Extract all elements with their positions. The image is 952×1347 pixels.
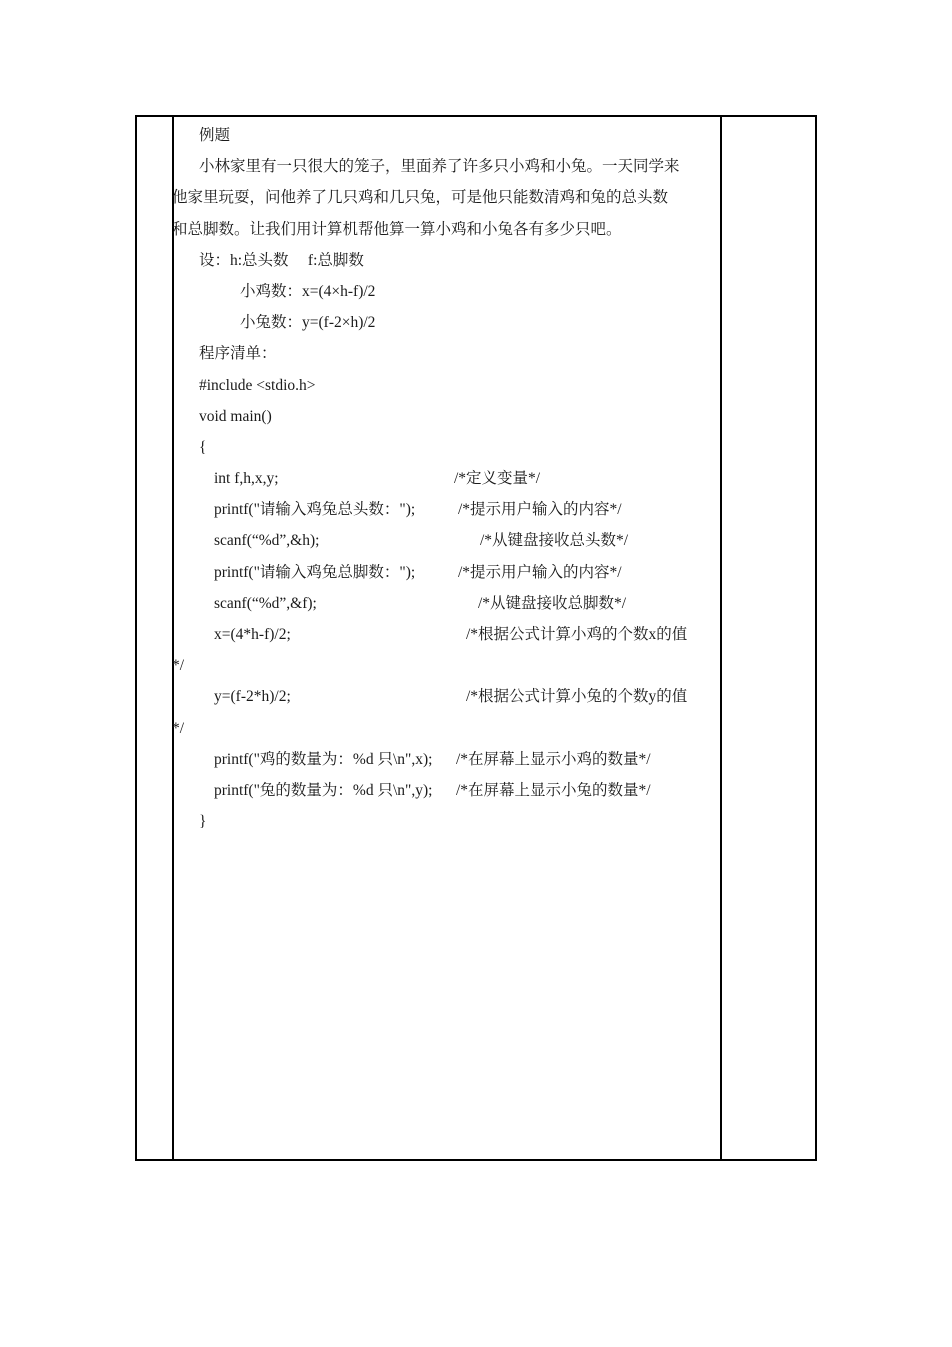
code-statement: scanf(“%d”,&h); — [214, 532, 320, 550]
code-close-brace: } — [199, 813, 207, 831]
formula-chick: 小鸡数：x=(4×h-f)/2 — [240, 282, 376, 300]
code-comment: /*定义变量*/ — [454, 470, 541, 488]
comment-tail: */ — [172, 719, 185, 737]
formula-rabbit: 小兔数：y=(f-2×h)/2 — [240, 314, 376, 332]
code-statement: y=(f-2*h)/2; — [214, 688, 291, 706]
code-comment: /*根据公式计算小兔的个数y的值 — [466, 688, 688, 706]
code-comment-continuation — [172, 650, 717, 681]
code-line — [172, 525, 717, 556]
content-cell — [172, 120, 717, 837]
code-comment: /*提示用户输入的内容*/ — [458, 501, 622, 519]
code-statement: printf("鸡的数量为：%d 只\n",x); — [214, 750, 433, 768]
code-line — [172, 557, 717, 588]
code-comment: /*从键盘接收总脚数*/ — [478, 594, 627, 612]
code-open-brace: { — [199, 438, 207, 456]
right-column-divider — [720, 117, 722, 1159]
code-comment-continuation — [172, 713, 717, 744]
code-comment: /*提示用户输入的内容*/ — [458, 563, 622, 581]
code-statement: x=(4*h-f)/2; — [214, 626, 291, 643]
code-statement: scanf(“%d”,&f); — [214, 594, 317, 612]
code-line — [172, 494, 717, 525]
code-comment: /*从键盘接收总头数*/ — [480, 532, 629, 550]
code-include: #include <stdio.h> — [199, 376, 316, 394]
code-line — [172, 588, 717, 619]
code-statement: int f,h,x,y; — [214, 470, 279, 488]
code-line — [172, 775, 717, 806]
code-line — [172, 463, 717, 494]
code-statement: printf("兔的数量为：%d 只\n",y); — [214, 781, 433, 799]
code-line — [172, 619, 717, 650]
comment-tail: */ — [172, 657, 185, 675]
intro-line-3: 和总脚数。让我们用计算机帮他算一算小鸡和小兔各有多少只吧。 — [172, 220, 622, 238]
code-statement: printf("请输入鸡兔总脚数："); — [214, 563, 416, 581]
intro-line-2: 他家里玩耍，问他养了几只鸡和几只兔，可是他只能数清鸡和兔的总头数 — [172, 189, 669, 207]
code-line — [172, 744, 717, 775]
code-comment: /*根据公式计算小鸡的个数x的值 — [466, 626, 688, 643]
program-label: 程序清单： — [199, 345, 277, 363]
heading: 例题 — [199, 127, 231, 144]
code-comment: /*在屏幕上显示小兔的数量*/ — [456, 781, 651, 799]
intro-line-1: 小林家里有一只很大的笼子，里面养了许多只小鸡和小兔。一天同学来 — [199, 158, 680, 176]
code-line — [172, 681, 717, 712]
code-comment: /*在屏幕上显示小鸡的数量*/ — [456, 750, 651, 768]
code-main-decl: void main() — [199, 407, 272, 425]
setup-vars: 设：h:总头数 f:总脚数 — [199, 251, 364, 269]
code-statement: printf("请输入鸡兔总头数："); — [214, 501, 416, 519]
